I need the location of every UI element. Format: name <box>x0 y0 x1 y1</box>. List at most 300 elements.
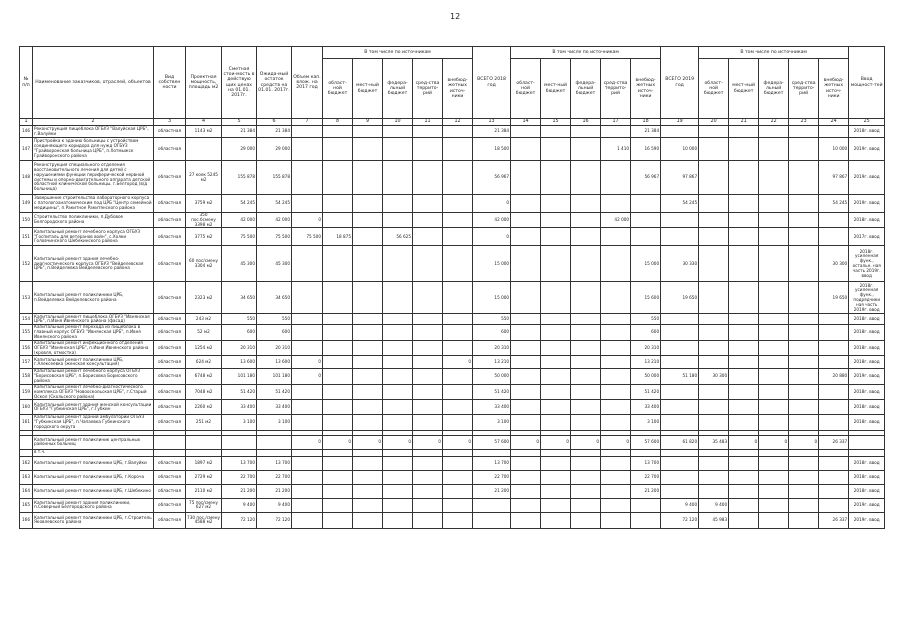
volume-2017 <box>292 470 323 484</box>
src-2019-local <box>729 415 759 430</box>
capacity: 251 м2 <box>186 415 222 430</box>
total-2019 <box>661 314 699 325</box>
total-2019: 54 245 <box>661 195 699 213</box>
header-src-federal: федера-льный бюджет <box>759 59 789 119</box>
total-2019 <box>661 384 699 399</box>
src-2019-offbudget <box>819 456 849 470</box>
header-src-local: мест-ный бюджет <box>729 59 759 119</box>
capacity: 7048 м2 <box>186 384 222 399</box>
volume-2017: 0 <box>292 369 323 384</box>
src-2018-local <box>541 246 571 282</box>
src-2019-local <box>729 369 759 384</box>
column-index-cell: 25 <box>849 119 885 126</box>
src-2019-local <box>729 228 759 246</box>
row-number: 154 <box>20 314 33 325</box>
src-2017-local <box>353 126 383 138</box>
volume-2017 <box>292 138 323 161</box>
column-index-cell: 16 <box>571 119 601 126</box>
src-2018-territory <box>601 512 631 528</box>
table-row <box>20 282 885 314</box>
capacity: 2260 м2 <box>186 400 222 415</box>
src-2017-regional <box>323 456 353 470</box>
src-2017-offbudget <box>443 161 473 195</box>
column-index-cell: 20 <box>699 119 729 126</box>
src-2017-federal <box>383 246 413 282</box>
src-2019-offbudget <box>819 340 849 355</box>
src-2017-federal <box>383 195 413 213</box>
src-2018-territory <box>601 228 631 246</box>
src-2017-territory <box>413 470 443 484</box>
src-2018-regional: 0 <box>511 435 541 449</box>
src-2019-territory <box>789 498 819 512</box>
total-2019: 9 400 <box>661 498 699 512</box>
src-2019-federal <box>759 246 789 282</box>
ownership: областная <box>154 456 186 470</box>
src-2018-regional <box>511 470 541 484</box>
src-2017-regional <box>323 161 353 195</box>
src-2018-territory <box>601 498 631 512</box>
src-2018-offbudget: 33 400 <box>631 400 661 415</box>
total-2018 <box>473 449 511 456</box>
page-number: 12 <box>450 12 461 21</box>
src-2017-federal <box>383 314 413 325</box>
estimate-cost: 33 400 <box>222 400 257 415</box>
src-2018-regional <box>511 356 541 369</box>
capacity <box>186 138 222 161</box>
object-name: Капитальный ремонт поликлиники ЦРБ, г.Строитель Яковлевского района <box>33 512 154 528</box>
src-2017-local <box>353 325 383 340</box>
src-2019-regional <box>699 484 729 498</box>
src-2018-offbudget: 50 000 <box>631 369 661 384</box>
ownership: областная <box>154 498 186 512</box>
src-2018-federal <box>571 356 601 369</box>
object-name: Капитальный ремонт инфекционного отделения ОГБУЗ "Ивнянская ЦРБ", п.Ивня Ивнянского района (кровля, отмостка) <box>33 340 154 355</box>
src-2018-federal <box>571 449 601 456</box>
src-2017-offbudget <box>443 325 473 340</box>
src-2017-offbudget <box>443 449 473 456</box>
object-name: Капитальный ремонт поликлиники ЦРБ, г.Шебекино <box>33 484 154 498</box>
src-2019-regional <box>699 195 729 213</box>
table-row <box>20 213 885 228</box>
src-2017-regional <box>323 126 353 138</box>
row-number: 151 <box>20 228 33 246</box>
src-2017-local <box>353 470 383 484</box>
table-row <box>20 340 885 355</box>
estimate-cost: 54 245 <box>222 195 257 213</box>
row-number: 152 <box>20 246 33 282</box>
commissioning: 2018г. ввод <box>849 325 885 340</box>
object-name: Реконструкция специального отделения восстановительного лечения для детей с нарушениями функции периферической нервной системы и опорно-двигательного аппарата детской областной клинической больницы, г.Белгород (в/д больница) <box>33 161 154 195</box>
header-name: Наименование заказчиков, отраслей, объектов <box>33 47 154 119</box>
ownership: областная <box>154 484 186 498</box>
total-2018: 42 000 <box>473 213 511 228</box>
src-2017-federal <box>383 282 413 314</box>
src-2018-local <box>541 512 571 528</box>
src-2017-federal: 0 <box>383 435 413 449</box>
src-2019-local <box>729 384 759 399</box>
src-2017-federal <box>383 384 413 399</box>
src-2019-regional <box>699 325 729 340</box>
src-2018-local: 0 <box>541 435 571 449</box>
src-2017-regional: 18 875 <box>323 228 353 246</box>
src-2018-territory <box>601 470 631 484</box>
src-2018-regional <box>511 138 541 161</box>
src-2019-offbudget: 54 245 <box>819 195 849 213</box>
src-2019-federal <box>759 415 789 430</box>
src-2017-offbudget <box>443 340 473 355</box>
src-2017-regional <box>323 498 353 512</box>
src-2018-local <box>541 356 571 369</box>
src-2018-territory <box>601 161 631 195</box>
src-2018-territory <box>601 126 631 138</box>
src-2017-local <box>353 228 383 246</box>
expected-balance: 600 <box>257 325 292 340</box>
src-2018-regional <box>511 484 541 498</box>
expected-balance: 22 700 <box>257 470 292 484</box>
total-2018: 21 200 <box>473 484 511 498</box>
capacity: 1254 м2 <box>186 340 222 355</box>
src-2018-territory: 0 <box>601 435 631 449</box>
table-row <box>20 314 885 325</box>
expected-balance: 13 600 <box>257 356 292 369</box>
commissioning: 2018г. ввод <box>849 384 885 399</box>
src-2018-offbudget: 22 700 <box>631 470 661 484</box>
capacity: 52 м2 <box>186 325 222 340</box>
row-number: 148 <box>20 161 33 195</box>
src-2017-territory <box>413 228 443 246</box>
expected-balance <box>257 435 292 449</box>
src-2018-federal <box>571 369 601 384</box>
src-2018-regional <box>511 126 541 138</box>
total-2018 <box>473 498 511 512</box>
src-2018-federal <box>571 213 601 228</box>
estimate-cost: 21 200 <box>222 484 257 498</box>
ownership: областная <box>154 314 186 325</box>
src-2019-federal <box>759 195 789 213</box>
capacity: 730 пос./смену 4588 м2 <box>186 512 222 528</box>
header-src-federal: федера-льный бюджет <box>571 59 601 119</box>
src-2017-federal <box>383 356 413 369</box>
src-2017-local: 0 <box>353 435 383 449</box>
total-2018: 50 000 <box>473 369 511 384</box>
commissioning: 2018г. ввод <box>849 415 885 430</box>
estimate-cost: 600 <box>222 325 257 340</box>
src-2017-federal <box>383 325 413 340</box>
src-2017-local <box>353 340 383 355</box>
capacity: 2323 м2 <box>186 282 222 314</box>
src-2017-federal <box>383 400 413 415</box>
src-2017-local <box>353 369 383 384</box>
src-2018-regional <box>511 325 541 340</box>
src-2018-territory <box>601 400 631 415</box>
src-2017-territory <box>413 138 443 161</box>
src-2019-federal <box>759 314 789 325</box>
row-number: 162 <box>20 456 33 470</box>
src-2017-local <box>353 138 383 161</box>
src-2019-regional <box>699 213 729 228</box>
src-2017-regional <box>323 415 353 430</box>
src-2017-local <box>353 449 383 456</box>
src-2019-territory <box>789 246 819 282</box>
src-2018-local <box>541 314 571 325</box>
commissioning: 2019г. ввод <box>849 369 885 384</box>
src-2017-local <box>353 512 383 528</box>
src-2019-offbudget: 26 337 <box>819 512 849 528</box>
table-row <box>20 246 885 282</box>
src-2018-offbudget <box>631 228 661 246</box>
src-2018-local <box>541 195 571 213</box>
table-row <box>20 400 885 415</box>
header-src-federal: федера-льный бюджет <box>383 59 413 119</box>
src-2018-territory: 42 000 <box>601 213 631 228</box>
src-2019-federal <box>759 325 789 340</box>
capacity: 1897 м2 <box>186 456 222 470</box>
total-2019: 30 330 <box>661 246 699 282</box>
src-2018-offbudget: 21 200 <box>631 484 661 498</box>
object-name: в т.ч. <box>33 449 154 456</box>
src-2019-local: 0 <box>729 435 759 449</box>
src-2019-local <box>729 470 759 484</box>
src-2019-federal <box>759 126 789 138</box>
estimate-cost: 550 <box>222 314 257 325</box>
capacity: 350 пос.бсмену 3398 м2 <box>186 213 222 228</box>
src-2018-local <box>541 325 571 340</box>
src-2019-offbudget <box>819 384 849 399</box>
src-2019-local <box>729 314 759 325</box>
commissioning: 2018г. ввод <box>849 340 885 355</box>
ownership: областная <box>154 400 186 415</box>
src-2018-territory <box>601 246 631 282</box>
object-name: Пристройка к зданию больницы с устройством соединяющего коридора для нужд ОГБУЗ "Грайворонская больница ЦРБ", п.Хотмыжск Грайворонского района <box>33 138 154 161</box>
table-row <box>20 456 885 470</box>
src-2019-territory <box>789 340 819 355</box>
total-2018: 56 967 <box>473 161 511 195</box>
src-2018-federal <box>571 340 601 355</box>
src-2018-territory <box>601 384 631 399</box>
expected-balance: 20 310 <box>257 340 292 355</box>
src-2017-offbudget <box>443 126 473 138</box>
column-index-cell: 21 <box>729 119 759 126</box>
ownership: областная <box>154 470 186 484</box>
src-2018-federal: 0 <box>571 435 601 449</box>
header-num: № п/п <box>20 47 33 119</box>
src-2019-local <box>729 213 759 228</box>
src-2018-regional <box>511 161 541 195</box>
table-row <box>20 415 885 430</box>
total-2018 <box>473 512 511 528</box>
total-2019: 72 120 <box>661 512 699 528</box>
total-2019 <box>661 213 699 228</box>
estimate-cost: 20 310 <box>222 340 257 355</box>
src-2017-federal <box>383 415 413 430</box>
src-2018-offbudget: 56 967 <box>631 161 661 195</box>
object-name: Капитальный ремонт поликлиники ЦРБ, г.Короча <box>33 470 154 484</box>
src-2019-regional: 9 400 <box>699 498 729 512</box>
src-2019-local <box>729 400 759 415</box>
total-2019: 10 000 <box>661 138 699 161</box>
src-2018-federal <box>571 195 601 213</box>
expected-balance: 13 700 <box>257 456 292 470</box>
src-2018-federal <box>571 138 601 161</box>
src-2018-local <box>541 340 571 355</box>
src-2017-territory <box>413 384 443 399</box>
volume-2017 <box>292 512 323 528</box>
src-2018-offbudget: 13 210 <box>631 356 661 369</box>
src-2017-regional: 0 <box>323 435 353 449</box>
src-2017-offbudget <box>443 512 473 528</box>
object-name: Капитальный ремонт поликлиники ЦРБ, п.Вейделевка Вейделевского района <box>33 282 154 314</box>
column-index-cell: 3 <box>154 119 186 126</box>
ownership: областная <box>154 161 186 195</box>
src-2018-federal <box>571 282 601 314</box>
expected-balance: 75 500 <box>257 228 292 246</box>
src-2018-offbudget <box>631 213 661 228</box>
src-2019-offbudget <box>819 498 849 512</box>
total-2018: 600 <box>473 325 511 340</box>
ownership: областная <box>154 356 186 369</box>
commissioning <box>849 435 885 449</box>
table-row <box>20 126 885 138</box>
src-2019-federal <box>759 282 789 314</box>
src-2019-territory <box>789 484 819 498</box>
src-2017-territory <box>413 415 443 430</box>
src-2018-federal <box>571 246 601 282</box>
header-src-territory: сред-ства террито-рий <box>601 59 631 119</box>
header-src-territory: сред-ства террито-рий <box>789 59 819 119</box>
src-2017-regional <box>323 213 353 228</box>
src-2017-local <box>353 246 383 282</box>
ownership: областная <box>154 415 186 430</box>
src-2017-local <box>353 356 383 369</box>
expected-balance: 155 878 <box>257 161 292 195</box>
src-2018-offbudget <box>631 498 661 512</box>
total-2018: 0 <box>473 195 511 213</box>
estimate-cost: 21 384 <box>222 126 257 138</box>
ownership: областная <box>154 369 186 384</box>
expected-balance: 51 420 <box>257 384 292 399</box>
capacity: 2729 м2 <box>186 470 222 484</box>
ownership: областная <box>154 195 186 213</box>
row-number: 155 <box>20 325 33 340</box>
src-2018-regional <box>511 246 541 282</box>
column-index-cell: 19 <box>661 119 699 126</box>
src-2018-federal <box>571 456 601 470</box>
src-2017-offbudget <box>443 228 473 246</box>
header-src-offbudget: внебюд-жетных источ-ники <box>443 59 473 119</box>
commissioning: 2019г. ввод <box>849 138 885 161</box>
src-2019-local <box>729 512 759 528</box>
object-name: Капитальный ремонт поликлиник центральных районных больниц <box>33 435 154 449</box>
estimate-cost: 34 650 <box>222 282 257 314</box>
src-2018-offbudget <box>631 449 661 456</box>
src-2019-territory <box>789 228 819 246</box>
ownership: областная <box>154 246 186 282</box>
src-2018-offbudget: 3 100 <box>631 415 661 430</box>
src-2019-local <box>729 161 759 195</box>
ownership: областная <box>154 282 186 314</box>
src-2017-regional <box>323 470 353 484</box>
volume-2017: 0 <box>292 435 323 449</box>
table-row <box>20 228 885 246</box>
src-2019-territory <box>789 356 819 369</box>
src-2017-territory <box>413 498 443 512</box>
src-2017-offbudget <box>443 195 473 213</box>
src-2017-local <box>353 400 383 415</box>
row-number: 158 <box>20 369 33 384</box>
src-2019-territory <box>789 384 819 399</box>
src-2017-territory <box>413 356 443 369</box>
ownership <box>154 449 186 456</box>
src-2019-offbudget <box>819 356 849 369</box>
src-2017-offbudget <box>443 400 473 415</box>
column-index-cell: 4 <box>186 119 222 126</box>
src-2019-federal <box>759 356 789 369</box>
header-total-2018: ВСЕГО 2018 год <box>473 47 511 119</box>
volume-2017: 0 <box>292 213 323 228</box>
header-group-2019: В том числе по источникам <box>699 47 849 59</box>
src-2019-federal <box>759 228 789 246</box>
src-2018-regional <box>511 369 541 384</box>
capacity: 624 м2 <box>186 356 222 369</box>
src-2019-regional: 45 983 <box>699 512 729 528</box>
src-2019-local <box>729 456 759 470</box>
src-2018-offbudget: 21 384 <box>631 126 661 138</box>
column-index-cell: 8 <box>323 119 353 126</box>
table-row <box>20 449 885 456</box>
estimate-cost: 42 000 <box>222 213 257 228</box>
src-2019-offbudget <box>819 415 849 430</box>
row-number: 153 <box>20 282 33 314</box>
src-2017-territory <box>413 325 443 340</box>
src-2017-regional <box>323 282 353 314</box>
total-2019: 61 820 <box>661 435 699 449</box>
estimate-cost: 155 878 <box>222 161 257 195</box>
commissioning: 2018г. ввод <box>849 484 885 498</box>
src-2019-offbudget <box>819 228 849 246</box>
object-name: Капитальный ремонт зданий амбулатории ОГБУЗ "Губкинская ЦРБ", п.Чапаевка Губкинского городского округа <box>33 415 154 430</box>
volume-2017 <box>292 195 323 213</box>
commissioning: 2018г. ввод <box>849 400 885 415</box>
object-name: Капитальный ремонт лечебного корпуса ОГБУЗ "Борисовская ЦРБ", п.Борисовка Борисовского района <box>33 369 154 384</box>
src-2017-offbudget <box>443 282 473 314</box>
src-2017-regional <box>323 246 353 282</box>
src-2017-territory <box>413 126 443 138</box>
total-2019 <box>661 126 699 138</box>
volume-2017 <box>292 325 323 340</box>
src-2019-federal <box>759 138 789 161</box>
src-2019-territory <box>789 314 819 325</box>
src-2019-territory <box>789 126 819 138</box>
total-2019 <box>661 484 699 498</box>
src-2017-regional <box>323 195 353 213</box>
capacity: 1143 м2 <box>186 126 222 138</box>
src-2017-federal <box>383 340 413 355</box>
src-2017-local <box>353 484 383 498</box>
src-2017-offbudget <box>443 456 473 470</box>
volume-2017: 75 500 <box>292 228 323 246</box>
row-number: 156 <box>20 340 33 355</box>
src-2018-territory <box>601 282 631 314</box>
src-2019-regional <box>699 384 729 399</box>
src-2019-territory <box>789 415 819 430</box>
volume-2017 <box>292 282 323 314</box>
capacity <box>186 449 222 456</box>
src-2018-federal <box>571 126 601 138</box>
src-2019-regional <box>699 126 729 138</box>
src-2019-offbudget <box>819 213 849 228</box>
total-2018: 21 384 <box>473 126 511 138</box>
src-2017-offbudget: 0 <box>443 356 473 369</box>
